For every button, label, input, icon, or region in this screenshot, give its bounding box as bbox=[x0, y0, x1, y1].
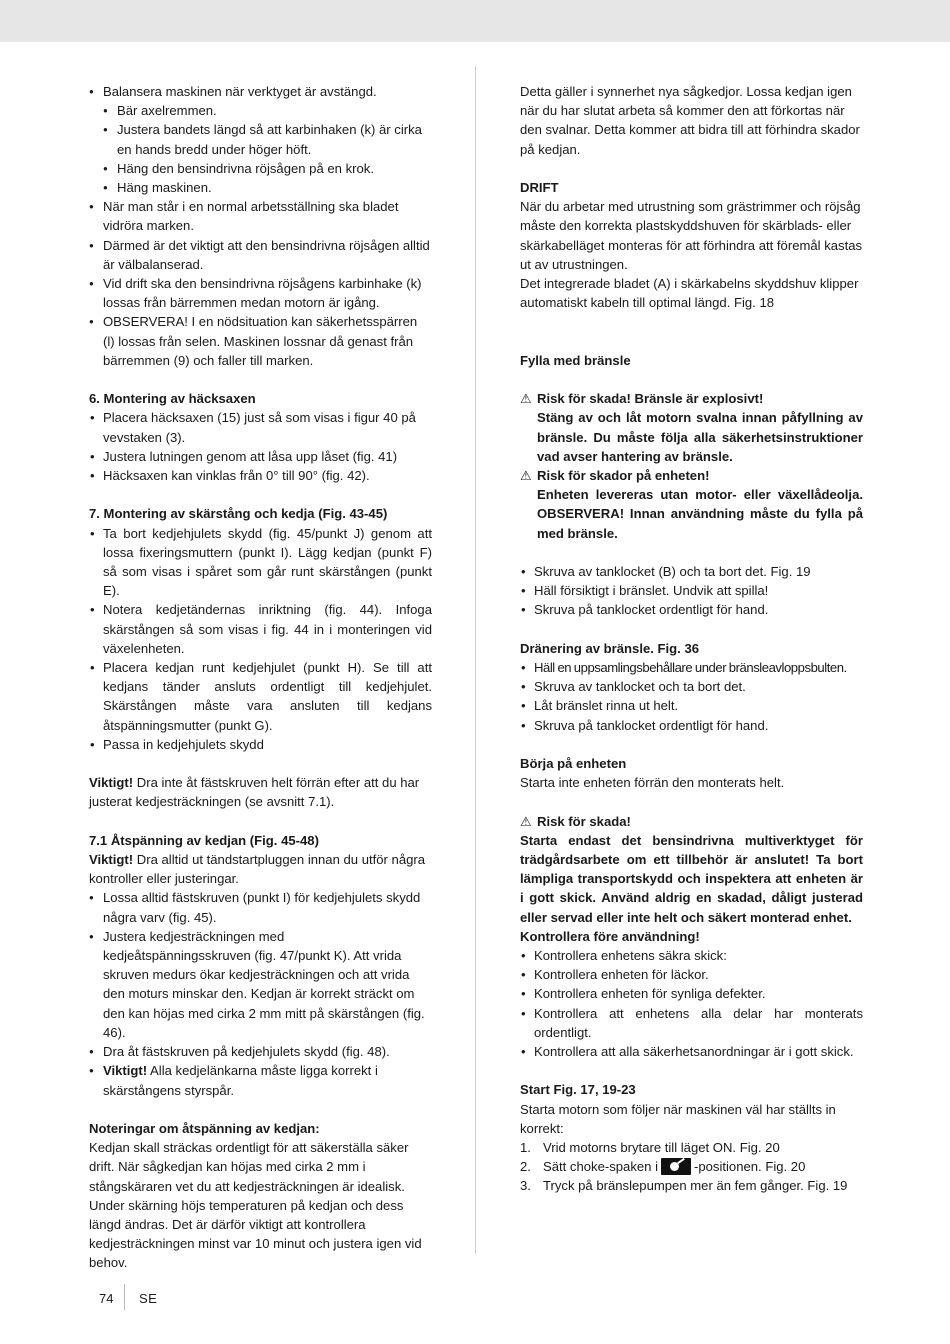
list-item: • Placera häcksaxen (15) just så som visas i figur 40 på vevstaken (3). bbox=[89, 408, 432, 446]
list-item: • Placera kedjan runt kedjehjulet (punkt H). Se till att kedjans tänder ansluts ordentligt till kedjehjulet. Skärstången måste vara ansluten till kedjans åtspänningsmutter (punkt G). bbox=[89, 658, 432, 735]
start-unit-text: Starta inte enheten förrän den monterats helt. bbox=[520, 775, 785, 791]
section-6-list bbox=[89, 408, 432, 485]
important-note-1: Viktigt! Dra inte åt fästskruven helt förrän efter att du har justerat kedjesträckningen (se avsnitt 7.1). bbox=[89, 775, 420, 810]
list-item: ● Viktigt! Alla kedjelänkarna måste ligga korrekt i skärstångens styrspår. bbox=[89, 1061, 432, 1099]
section-71-heading: 7.1 Åtspänning av kedjan (Fig. 45-48) bbox=[89, 832, 319, 848]
warning-device-text: Enheten levereras utan motor- eller växellådeolja. OBSERVERA! Innan användning måste du fylla på med bränsle. bbox=[537, 487, 863, 541]
list-item: ● OBSERVERA! I en nödsituation kan säkerhetsspärren (l) lossas från selen. Maskinen lossnar då genast från bärremmen (9) och faller till marken. bbox=[89, 312, 432, 370]
warning-device: ⚠ Risk för skador på enheten! bbox=[520, 466, 863, 485]
list-item: • Kontrollera enheten för läckor. bbox=[520, 965, 863, 984]
start-text: Starta motorn som följer när maskinen väl har ställts in korrekt: bbox=[520, 1101, 836, 1136]
list-item: • Justera lutningen genom att låsa upp låset (fig. 41) bbox=[89, 447, 432, 466]
list-item: ● Dra åt fästskruven på kedjehjulets skydd (fig. 48). bbox=[89, 1042, 432, 1061]
drift-paragraph-2: Det integrerade bladet (A) i skärkabelns skyddshuv klipper automatiskt kabeln till optimal längd. Fig. 18 bbox=[520, 276, 859, 311]
drift-heading: DRIFT bbox=[520, 180, 559, 195]
page-number: 74 bbox=[99, 1291, 114, 1306]
balance-sub-list bbox=[89, 101, 432, 197]
list-item: • Passa in kedjehjulets skydd bbox=[89, 735, 432, 754]
step-item: 1. Vrid motorns brytare till läget ON. Fig. 20 bbox=[520, 1140, 780, 1156]
important-note-2: Viktigt! Dra alltid ut tändstartpluggen innan du utför några kontroller eller justeringar. bbox=[89, 852, 426, 887]
drift-paragraph-1: När du arbetar med utrustning som grästrimmer och röjsåg måste den korrekta plastskyddshuven för skärblads- eller skärkabelläget monteras för att förhindra att föremål kastas ut av utrustningen. bbox=[520, 199, 863, 272]
step-item: 3. Tryck på bränslepumpen mer än fem gånger. Fig. 19 bbox=[520, 1178, 848, 1194]
check-heading: Kontrollera före användning! bbox=[520, 928, 700, 944]
list-item: • Skruva av tanklocket (B) och ta bort det. Fig. 19 bbox=[520, 562, 863, 581]
list-item: • Kontrollera enheten för synliga defekter. bbox=[520, 984, 863, 1003]
column-divider bbox=[475, 66, 476, 1254]
chain-notes-heading: Noteringar om åtspänning av kedjan: bbox=[89, 1120, 320, 1136]
list-item: ● Balansera maskinen när verktyget är avstängd. bbox=[89, 82, 432, 101]
warning-explosive: ⚠ Risk för skada! Bränsle är explosivt! bbox=[520, 389, 863, 408]
list-item: • Häll en uppsamlingsbehållare under bränsleavloppsbulten. bbox=[520, 658, 863, 677]
list-item: ● Lossa alltid fästskruven (punkt I) för kedjehjulets skydd några varv (fig. 45). bbox=[89, 888, 432, 926]
header-band bbox=[0, 0, 950, 42]
operation-list bbox=[89, 197, 432, 370]
start-steps bbox=[520, 1138, 863, 1196]
drain-list bbox=[520, 658, 863, 735]
list-item: • Ta bort kedjehjulets skydd (fig. 45/punkt J) genom att lossa fixeringsmuttern (punkt I). Lägg kedjan (punkt F) så som visas i spåret som går runt skärstången (punkt E). bbox=[89, 524, 432, 601]
list-item: • Notera kedjetändernas inriktning (fig. 44). Infoga skärstången så som visas i fig. 44 in i monteringen vid växelenheten. bbox=[89, 600, 432, 658]
page-footer bbox=[99, 1284, 157, 1310]
list-item: • Skruva på tanklocket ordentligt för hand. bbox=[520, 600, 863, 619]
warning-triangle-icon: ⚠ bbox=[520, 813, 532, 829]
list-item: • Kontrollera att alla säkerhetsanordningar är i gott skick. bbox=[520, 1042, 863, 1061]
list-item: • Låt bränslet rinna ut helt. bbox=[520, 696, 863, 715]
section-7-heading: 7. Montering av skärstång och kedja (Fig. 43-45) bbox=[89, 506, 388, 522]
left-column bbox=[89, 82, 432, 1273]
warning-triangle-icon: ⚠ bbox=[520, 468, 532, 483]
balance-list bbox=[89, 82, 432, 101]
important-label: Viktigt! bbox=[89, 852, 134, 868]
section-71-list bbox=[89, 888, 432, 1099]
list-item: ● Därmed är det viktigt att den bensindrivna röjsågen alltid är välbalanserad. bbox=[89, 236, 432, 274]
start-unit-heading: Börja på enheten bbox=[520, 756, 627, 771]
drain-heading: Dränering av bränsle. Fig. 36 bbox=[520, 640, 700, 656]
list-item: • Häcksaxen kan vinklas från 0° till 90° (fig. 42). bbox=[89, 466, 432, 485]
fuel-heading: Fylla med bränsle bbox=[520, 352, 631, 368]
list-item: • Häll försiktigt i bränslet. Undvik att spilla! bbox=[520, 581, 863, 600]
list-item: ● Justera bandets längd så att karbinhaken (k) är cirka en hands bredd under höger höft. bbox=[103, 120, 432, 158]
list-item: ● Justera kedjesträckningen med kedjeåtspänningsskruven (fig. 47/punkt K). Att vrida skruven medurs ökar kedjesträckningen och att vrida den moturs minskar den. Kedjan är korrekt sträckt om den kan höjas med cirka 2 mm mitt på skärstången (fig. 46). bbox=[89, 927, 432, 1042]
list-item: • Kontrollera att enhetens alla delar har monterats ordentligt. bbox=[520, 1004, 863, 1042]
chain-notes-text: Kedjan skall sträckas ordentligt för att säkerställa säker drift. När sågkedjan kan höjas med cirka 2 mm i stångskäraren vet du att kedjesträckningen är idealisk. Under skärning höjs temperaturen på kedjan och dess längd ändras. Det är därför viktigt att kontrollera kedjesträckningen minst var 10 minut och justera igen vid behov. bbox=[89, 1140, 422, 1271]
check-list bbox=[520, 946, 863, 1061]
important-label: Viktigt! bbox=[89, 775, 134, 791]
list-item: • Skruva på tanklocket ordentligt för hand. bbox=[520, 716, 863, 735]
start-heading: Start Fig. 17, 19-23 bbox=[520, 1082, 636, 1098]
fuel-list bbox=[520, 562, 863, 620]
list-item: • Kontrollera enhetens säkra skick: bbox=[520, 946, 863, 965]
right-column bbox=[520, 82, 863, 1196]
list-item: • Skruva av tanklocket och ta bort det. bbox=[520, 677, 863, 696]
step-item: 2. Sätt choke-spaken i -positionen. Fig. 20 bbox=[520, 1159, 806, 1175]
language-code: SE bbox=[139, 1291, 158, 1306]
warning-injury-text: Starta endast det bensindrivna multiverktyget för trädgårdsarbete om ett tillbehör är anslutet! Ta bort lämpliga transportskydd och inspektera att enheten är i gott skick. Använd aldrig en skadad, dåligt justerad eller servad eller inte helt och säkert monterad enhet. bbox=[520, 832, 863, 925]
list-item: ● Häng maskinen. bbox=[103, 178, 432, 197]
list-item: ● Bär axelremmen. bbox=[103, 101, 432, 120]
warning-injury: ⚠ Risk för skada! bbox=[520, 812, 863, 831]
warning-triangle-icon: ⚠ bbox=[520, 391, 532, 407]
choke-icon bbox=[661, 1158, 691, 1175]
warning-explosive-text: Stäng av och låt motorn svalna innan påfyllning av bränsle. Du måste följa alla säkerhetsinstruktioner vad avser hantering av bränsle. bbox=[537, 410, 863, 464]
list-item: ● Häng den bensindrivna röjsågen på en krok. bbox=[103, 159, 432, 178]
section-7-list bbox=[89, 524, 432, 754]
section-6-heading: 6. Montering av häcksaxen bbox=[89, 391, 256, 407]
list-item: ● Vid drift ska den bensindrivna röjsågens karbinhake (k) lossas från bärremmen medan motorn är igång. bbox=[89, 274, 432, 312]
footer-divider bbox=[124, 1284, 125, 1310]
list-item: ● När man står i en normal arbetsställning ska bladet vidröra marken. bbox=[89, 197, 432, 235]
intro-paragraph: Detta gäller i synnerhet nya sågkedjor. Lossa kedjan igen när du har slutat arbeta så kommer den att förkortas när den svalnar. Detta kommer att bidra till att förhindra skador på kedjan. bbox=[520, 84, 860, 157]
